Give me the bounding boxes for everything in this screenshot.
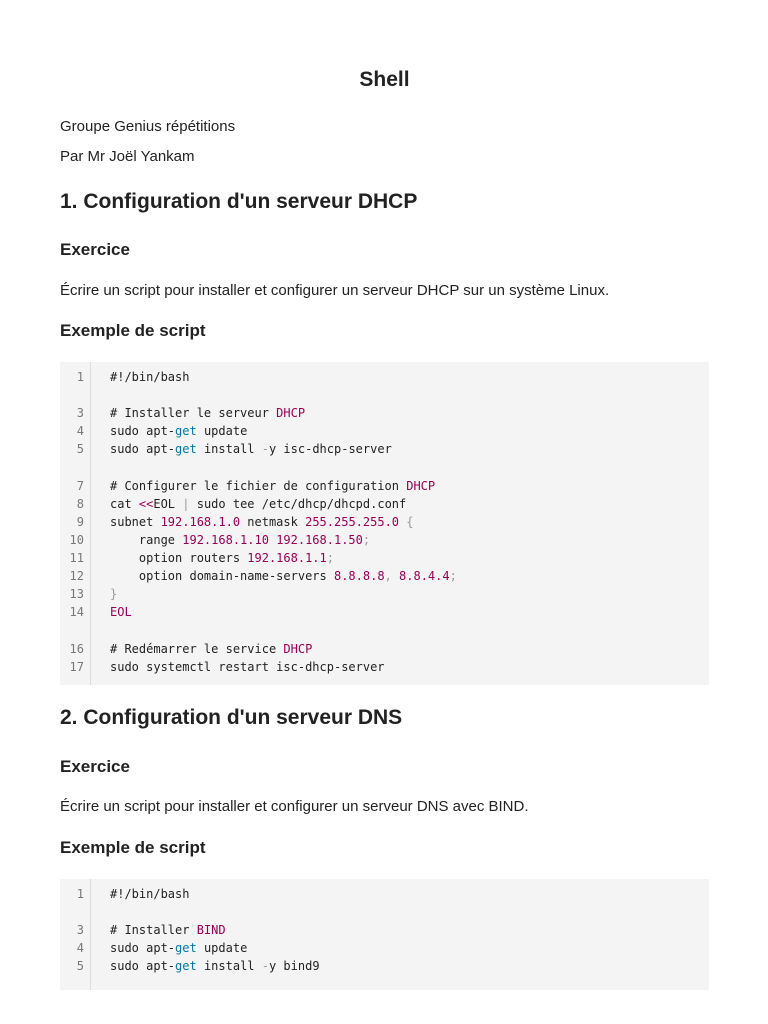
line-number: 5 bbox=[76, 959, 84, 974]
example-heading-dns: Exemple de script bbox=[60, 838, 206, 857]
code-text: #!/bin/bash bbox=[110, 370, 190, 384]
line-number: 13 bbox=[69, 587, 84, 602]
line-number: 16 bbox=[69, 641, 84, 656]
line-number: 7 bbox=[76, 478, 84, 493]
code-text: sudo apt-get update bbox=[110, 941, 248, 956]
exercise-heading-dhcp: Exercice bbox=[60, 240, 130, 259]
line-number: 9 bbox=[76, 514, 84, 529]
line-number: 1 bbox=[76, 370, 84, 384]
page-title: Shell bbox=[359, 68, 410, 91]
line-number: 17 bbox=[69, 659, 84, 674]
code-text: } bbox=[110, 587, 118, 602]
line-number: 14 bbox=[69, 605, 84, 620]
line-number: 11 bbox=[69, 551, 84, 565]
line-number: 3 bbox=[76, 406, 84, 421]
code-text: sudo systemctl restart isc-dhcp-server bbox=[110, 659, 385, 674]
exercise-text-dns: Écrire un script pour installer et configurer un serveur DNS avec BIND. bbox=[60, 798, 529, 815]
example-heading-dhcp: Exemple de script bbox=[60, 321, 206, 340]
code-text: subnet 192.168.1.0 netmask 255.255.255.0 { bbox=[110, 514, 414, 529]
code-text: sudo apt-get update bbox=[110, 424, 248, 439]
line-number: 5 bbox=[76, 442, 84, 457]
line-number: 10 bbox=[69, 532, 84, 547]
code-text: # Installer le serveur DHCP bbox=[110, 406, 306, 421]
code-text: # Configurer le fichier de configuration DHCP bbox=[110, 478, 436, 493]
code-text: # Installer BIND bbox=[110, 923, 226, 938]
code-text: cat <<EOL | sudo tee /etc/dhcp/dhcpd.conf bbox=[110, 496, 407, 511]
code-text: EOL bbox=[110, 605, 132, 620]
line-number: 4 bbox=[76, 941, 84, 956]
code-text: option domain-name-servers 8.8.8.8, 8.8.4.4; bbox=[110, 569, 457, 584]
line-number: 12 bbox=[69, 569, 84, 584]
code-text: option routers 192.168.1.1; bbox=[110, 551, 334, 565]
line-number: 8 bbox=[76, 496, 84, 511]
code-text: range 192.168.1.10 192.168.1.50; bbox=[110, 532, 371, 547]
exercise-text-dhcp: Écrire un script pour installer et configurer un serveur DHCP sur un système Linux. bbox=[60, 282, 610, 299]
line-number: 3 bbox=[76, 923, 84, 938]
code-text: # Redémarrer le service DHCP bbox=[110, 641, 313, 656]
code-block-dhcp bbox=[60, 362, 709, 685]
group-name: Groupe Genius répétitions bbox=[60, 118, 236, 135]
author-line: Par Mr Joël Yankam bbox=[60, 148, 195, 165]
line-number: 1 bbox=[76, 887, 84, 901]
code-text: #!/bin/bash bbox=[110, 887, 190, 901]
exercise-heading-dns: Exercice bbox=[60, 757, 130, 776]
line-number: 4 bbox=[76, 424, 84, 439]
code-text: sudo apt-get install -y bind9 bbox=[110, 959, 320, 974]
section-heading-dns: 2. Configuration d'un serveur DNS bbox=[60, 706, 403, 729]
code-block-dns bbox=[60, 879, 709, 990]
section-heading-dhcp: 1. Configuration d'un serveur DHCP bbox=[60, 190, 418, 213]
code-text: sudo apt-get install -y isc-dhcp-server bbox=[110, 442, 392, 457]
